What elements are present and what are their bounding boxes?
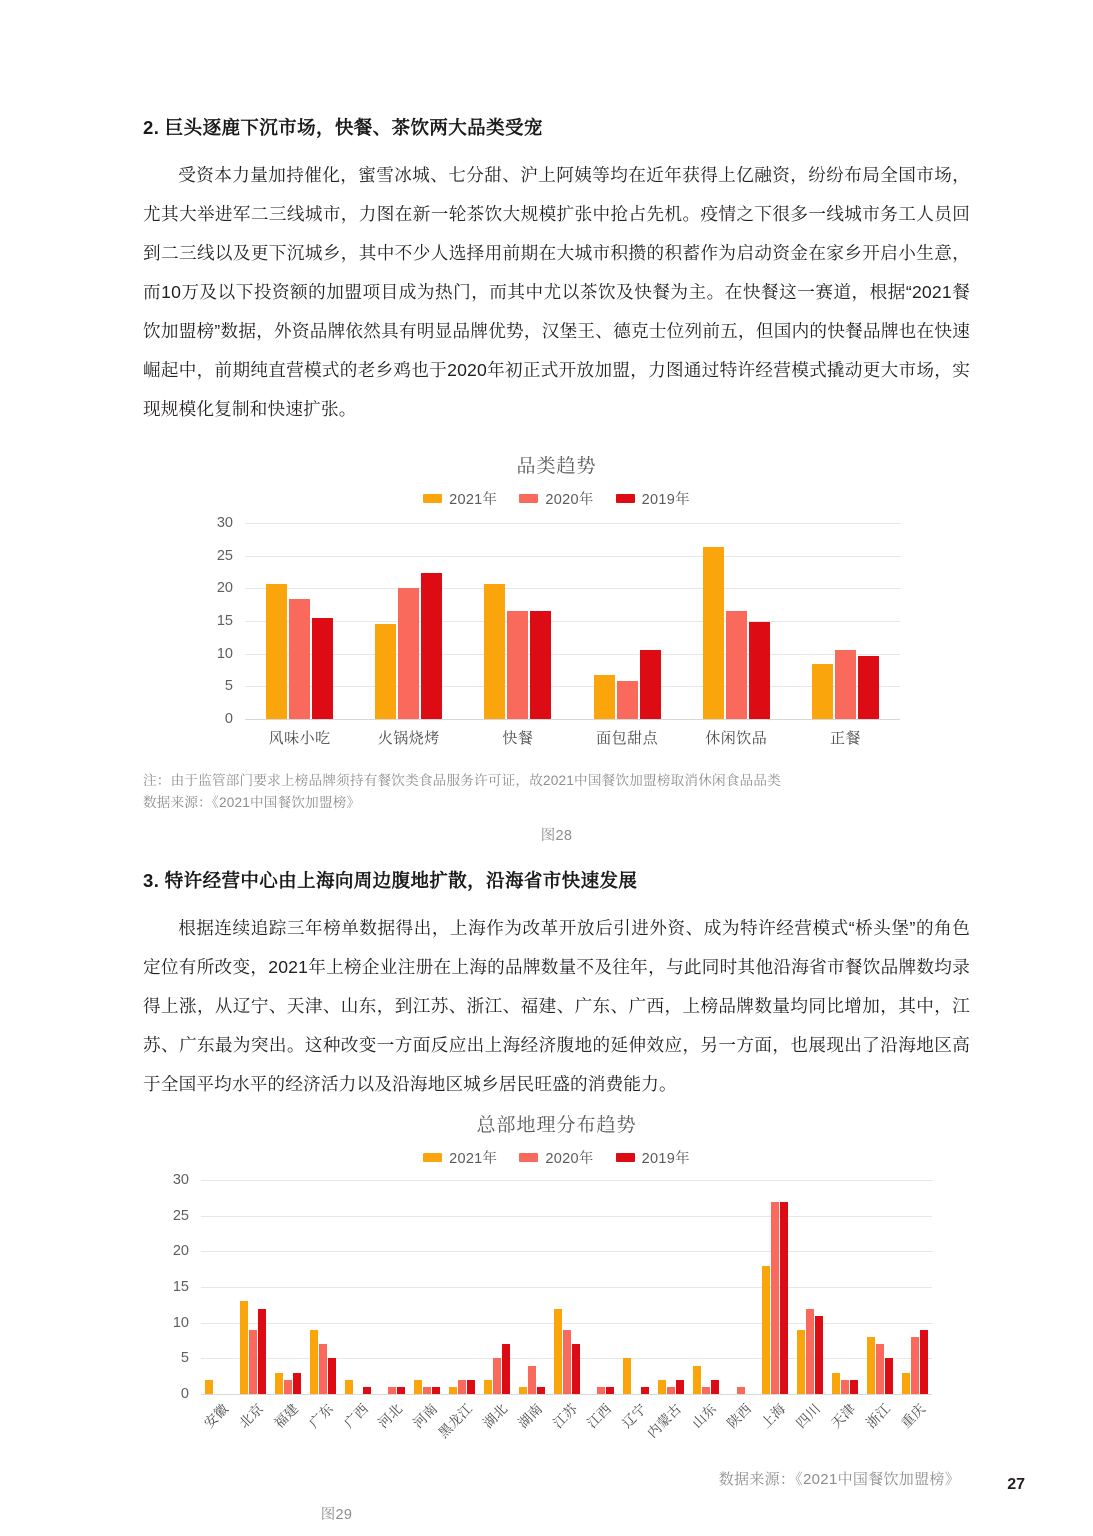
x-axis-label: 天津	[828, 1400, 859, 1432]
legend-swatch-2020	[519, 494, 538, 503]
x-axis-label: 辽宁	[619, 1400, 650, 1432]
bar	[240, 1301, 248, 1394]
bar-group	[514, 1180, 549, 1394]
x-axis-label: 内蒙古	[644, 1400, 685, 1441]
y-axis-tick: 25	[172, 1207, 189, 1224]
x-axis-label: 江西	[584, 1400, 615, 1432]
bar	[806, 1309, 814, 1395]
bar	[835, 650, 856, 719]
chart-29-caption: 图29	[320, 1507, 353, 1524]
bar	[530, 611, 551, 719]
chart-29-title: 总部地理分布趋势	[476, 1115, 637, 1137]
bar	[911, 1337, 919, 1394]
bar	[658, 1380, 666, 1394]
bar	[528, 1366, 536, 1395]
chart-28-bar-groups	[245, 523, 900, 719]
bar-group	[723, 1180, 758, 1394]
bar	[289, 599, 310, 719]
bar	[606, 1387, 614, 1394]
bar	[484, 584, 505, 719]
legend-item-2020	[519, 488, 593, 509]
x-axis-label: 重庆	[897, 1400, 929, 1432]
bar-group	[791, 523, 900, 719]
bar	[388, 1387, 396, 1394]
bar	[780, 1202, 788, 1395]
legend-swatch-2019	[616, 1153, 635, 1162]
chart-hq-geo-distribution	[143, 1110, 970, 1524]
bar-group	[480, 1180, 515, 1394]
bar	[258, 1309, 266, 1395]
y-axis-tick: 20	[172, 1243, 189, 1260]
legend-item-2021	[423, 1147, 497, 1168]
bar-group	[828, 1180, 863, 1394]
bar-group	[619, 1180, 654, 1394]
bar	[421, 573, 442, 719]
legend-item-2019	[616, 488, 690, 509]
legend-swatch-2021	[423, 1153, 442, 1162]
x-axis-label: 上海	[758, 1400, 789, 1432]
y-axis-tick: 30	[172, 1172, 189, 1189]
chart-29-bar-groups	[201, 1180, 932, 1394]
x-axis-label: 江苏	[549, 1400, 580, 1432]
bar-group	[410, 1180, 445, 1394]
bar	[920, 1330, 928, 1394]
bar-group	[573, 523, 682, 719]
bar	[676, 1380, 684, 1394]
bar	[902, 1373, 910, 1394]
bar	[507, 611, 528, 719]
bar	[594, 675, 615, 719]
bar	[319, 1344, 327, 1394]
y-axis-tick: 10	[172, 1314, 189, 1331]
legend-label-2021: 2021年	[449, 492, 498, 509]
chart-28-title: 品类趋势	[516, 456, 597, 478]
bar	[572, 1344, 580, 1394]
gridline	[245, 719, 900, 720]
bar	[832, 1373, 840, 1394]
chart-29-plot-area	[161, 1172, 932, 1460]
bar	[703, 547, 724, 719]
bar	[812, 664, 833, 720]
bar	[762, 1266, 770, 1394]
bar	[749, 622, 770, 719]
chart-29-x-labels	[201, 1394, 932, 1460]
bar	[876, 1344, 884, 1394]
x-axis-label: 广东	[306, 1400, 337, 1432]
bar-group	[584, 1180, 619, 1394]
x-axis-label: 湖北	[480, 1400, 511, 1432]
section-2-heading: 2. 巨头逐鹿下沉市场，快餐、茶饮两大品类受宠	[143, 117, 543, 138]
legend-swatch-2021	[423, 494, 442, 503]
bar	[867, 1337, 875, 1394]
chart-category-trend	[143, 451, 970, 845]
chart-28-y-axis	[205, 515, 239, 728]
bar	[363, 1387, 371, 1394]
y-axis-tick: 10	[216, 645, 233, 662]
y-axis-tick: 20	[216, 580, 233, 597]
x-axis-label: 休闲饮品	[705, 730, 768, 748]
x-axis-label: 浙江	[863, 1400, 894, 1432]
x-axis-label: 河南	[410, 1400, 441, 1432]
bar	[702, 1387, 710, 1394]
bar	[328, 1358, 336, 1394]
y-axis-tick: 5	[180, 1350, 189, 1367]
bar	[493, 1358, 501, 1394]
bar	[312, 618, 333, 719]
chart-28-plot	[205, 515, 900, 728]
bar-group	[682, 523, 791, 719]
chart-28-legend	[143, 488, 970, 509]
bar	[449, 1387, 457, 1394]
x-axis-label: 正餐	[829, 730, 861, 748]
bar	[850, 1380, 858, 1394]
bar	[414, 1380, 422, 1394]
bar	[458, 1380, 466, 1394]
legend-label-2020: 2020年	[545, 1151, 594, 1168]
bar	[345, 1380, 353, 1394]
bar-group	[354, 523, 463, 719]
chart-28-x-labels	[245, 727, 900, 748]
x-axis-label: 黑龙江	[435, 1400, 476, 1441]
x-axis-label: 北京	[236, 1400, 267, 1432]
bar	[293, 1373, 301, 1394]
y-axis-tick: 25	[216, 547, 233, 564]
chart-29-legend	[143, 1147, 970, 1168]
bar-group	[375, 1180, 410, 1394]
bar	[841, 1380, 849, 1394]
bar	[398, 588, 419, 719]
bar-group	[862, 1180, 897, 1394]
chart-28-caption: 图28	[540, 828, 573, 845]
chart-29-source: 数据来源：《2021中国餐饮加盟榜》	[718, 1471, 960, 1489]
bar-group	[549, 1180, 584, 1394]
bar	[423, 1387, 431, 1394]
bar-group	[340, 1180, 375, 1394]
bar	[484, 1380, 492, 1394]
x-axis-label: 广西	[340, 1400, 372, 1432]
section-3-heading: 3. 特许经营中心由上海向周边腹地扩散，沿海省市快速发展	[143, 870, 638, 892]
bar	[711, 1380, 719, 1394]
bar	[275, 1373, 283, 1394]
bar-group	[654, 1180, 689, 1394]
x-axis-label: 四川	[793, 1400, 824, 1432]
bar	[310, 1330, 318, 1394]
x-axis-label: 湖南	[515, 1400, 546, 1432]
bar	[641, 1387, 649, 1394]
bar	[737, 1387, 745, 1394]
bar	[640, 650, 661, 719]
bar-group	[793, 1180, 828, 1394]
legend-item-2021	[423, 488, 497, 509]
bar	[563, 1330, 571, 1394]
chart-28-plot-area	[205, 515, 900, 748]
x-axis-label: 福建	[271, 1400, 302, 1432]
x-axis-label: 火锅烧烤	[377, 730, 440, 748]
legend-label-2021: 2021年	[449, 1151, 498, 1168]
y-axis-tick: 15	[216, 613, 233, 630]
bar	[771, 1202, 779, 1395]
chart-28-note: 注：由于监管部门要求上榜品牌须持有餐饮类食品服务许可证，故2021中国餐饮加盟榜取消休闲食品品类	[143, 773, 781, 789]
bar	[815, 1316, 823, 1394]
bar	[502, 1344, 510, 1394]
chart-29-bars	[201, 1180, 932, 1394]
bar-group	[897, 1180, 932, 1394]
bar	[597, 1387, 605, 1394]
bar	[797, 1330, 805, 1394]
legend-item-2019	[616, 1147, 690, 1168]
x-axis-label: 陕西	[723, 1400, 755, 1432]
bar-group	[463, 523, 572, 719]
bar	[432, 1387, 440, 1394]
x-axis-label: 风味小吃	[268, 730, 331, 748]
bar-group	[688, 1180, 723, 1394]
page-content	[143, 0, 970, 1524]
bar	[537, 1387, 545, 1394]
chart-29-plot	[161, 1172, 932, 1403]
legend-swatch-2020	[519, 1153, 538, 1162]
y-axis-tick: 0	[224, 711, 233, 728]
bar	[397, 1387, 405, 1394]
bar-group	[201, 1180, 236, 1394]
bar	[519, 1387, 527, 1394]
bar	[726, 611, 747, 719]
y-axis-tick: 30	[216, 515, 233, 532]
bar	[249, 1330, 257, 1394]
x-axis-label: 面包甜点	[596, 730, 659, 748]
bar-group	[245, 523, 354, 719]
legend-label-2019: 2019年	[641, 492, 690, 509]
chart-29-y-axis	[161, 1172, 195, 1403]
y-axis-tick: 0	[180, 1386, 189, 1403]
chart-28-source: 数据来源：《2021中国餐饮加盟榜》	[143, 795, 361, 811]
legend-label-2019: 2019年	[641, 1151, 690, 1168]
legend-label-2020: 2020年	[545, 492, 594, 509]
x-axis-label: 河北	[375, 1400, 406, 1432]
bar-group	[236, 1180, 271, 1394]
legend-item-2020	[519, 1147, 593, 1168]
section-3-paragraph: 根据连续追踪三年榜单数据得出，上海作为改革开放后引进外资、成为特许经营模式“桥头堡”的角色定位有所改变，2021年上榜企业注册在上海的品牌数量不及往年，与此同时其他沿海省市餐饮品牌数均录得上涨，从辽宁、天津、山东，到江苏、浙江、福建、广东、广西，上榜品牌数量均同比增加，其中，江苏、广东最为突出。这种改变一方面反应出上海经济腹地的延伸效应，另一方面，也展现出了沿海地区高于全国平均水平的经济活力以及沿海地区城乡居民旺盛的消费能力。	[143, 918, 970, 1095]
bar	[205, 1380, 213, 1394]
x-axis-label: 山东	[689, 1400, 720, 1432]
chart-28-bars	[245, 523, 900, 719]
y-axis-tick: 5	[224, 678, 233, 695]
bar	[858, 656, 879, 719]
bar	[693, 1366, 701, 1395]
bar-group	[305, 1180, 340, 1394]
bar	[467, 1380, 475, 1394]
x-axis-label: 安徽	[201, 1400, 232, 1432]
bar	[617, 681, 638, 719]
page-number: 27	[1007, 1476, 1025, 1493]
bar-group	[758, 1180, 793, 1394]
y-axis-tick: 15	[172, 1279, 189, 1296]
legend-swatch-2019	[616, 494, 635, 503]
bar	[554, 1309, 562, 1395]
x-axis-label: 快餐	[502, 730, 534, 748]
bar	[623, 1358, 631, 1394]
bar-group	[445, 1180, 480, 1394]
bar-group	[271, 1180, 306, 1394]
section-2-paragraph: 受资本力量加持催化，蜜雪冰城、七分甜、沪上阿姨等均在近年获得上亿融资，纷纷布局全国市场，尤其大举进军二三线城市，力图在新一轮茶饮大规模扩张中抢占先机。疫情之下很多一线城市务工人员回到二三线以及更下沉城乡，其中不少人选择用前期在大城市积攒的积蓄作为启动资金在家乡开启小生意，而10万及以下投资额的加盟项目成为热门，而其中尤以茶饮及快餐为主。在快餐这一赛道，根据“2021餐饮加盟榜”数据，外资品牌依然具有明显品牌优势，汉堡王、德克士位列前五，但国内的快餐品牌也在快速崛起中，前期纯直营模式的老乡鸡也于2020年初正式开放加盟，力图通过特许经营模式撬动更大市场，实现规模化复制和快速扩张。	[143, 165, 970, 420]
bar	[885, 1358, 893, 1394]
bar	[375, 624, 396, 719]
bar	[284, 1380, 292, 1394]
bar	[667, 1387, 675, 1394]
bar	[266, 584, 287, 719]
